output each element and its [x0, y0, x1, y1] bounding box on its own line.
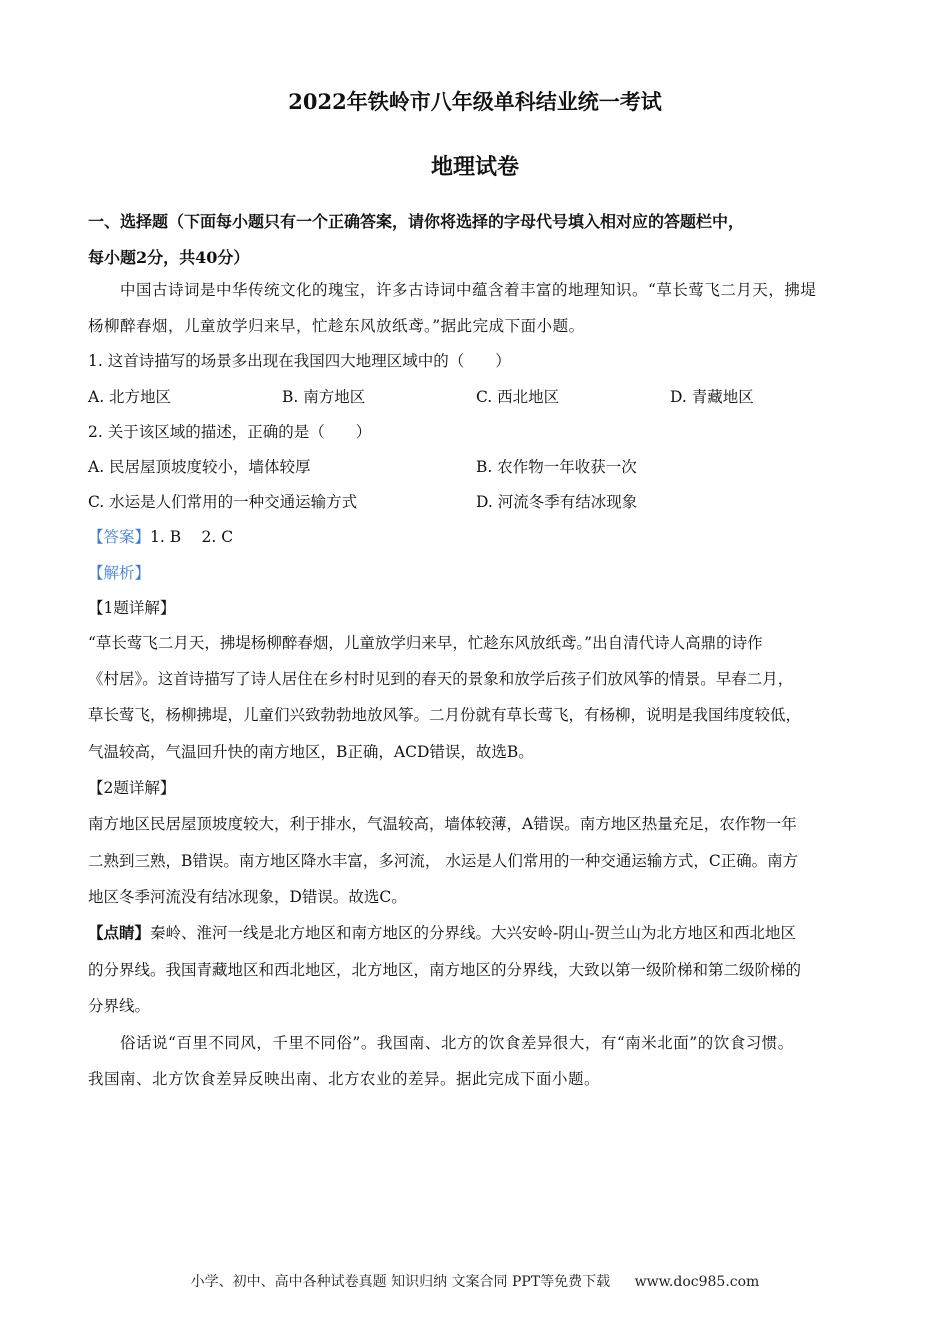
- footer-url[interactable]: www.doc985.com: [634, 1274, 760, 1290]
- intro1-line2: 杨柳醉春烟，儿童放学归来早，忙趁东风放纸鸢。”据此完成下面小题。: [88, 317, 585, 335]
- detail2-line2: 二熟到三熟，B错误。南方地区降水丰富，多河流， 水运是人们常用的一种交通运输方式，C正确。南方: [88, 852, 799, 870]
- detail1-line1: “草长莺飞二月天，拂堤杨柳醉春烟，儿童放学归来早，忙趁东风放纸鸢。”出自清代诗人高鼎的诗作: [88, 634, 763, 652]
- q2-option-d: D. 河流冬季有结冰现象: [476, 493, 638, 511]
- intro2-line1: 俗话说“百里不同风，千里不同俗”。我国南、北方的饮食差异很大，有“南米北面”的饮食习惯。: [120, 1034, 794, 1052]
- tip-line3: 分界线。: [88, 997, 151, 1015]
- q2-option-c: C. 水运是人们常用的一种交通运输方式: [88, 493, 358, 511]
- detail2-line1: 南方地区民居屋顶坡度较大，利于排水，气温较高，墙体较薄，A错误。南方地区热量充足，农作物一年: [88, 815, 797, 833]
- footer-text: 小学、初中、高中各种试卷真题 知识归纳 文案合同 PPT等免费下载: [190, 1274, 611, 1290]
- tip-label: 【点睛】: [88, 923, 151, 942]
- detail1-line2: 《村居》。这首诗描写了诗人居住在乡村时见到的春天的景象和放学后孩子们放风筝的情景。早春二月，: [88, 670, 794, 688]
- detail2-line3: 地区冬季河流没有结冰现象，D错误。故选C。: [88, 888, 407, 906]
- analysis-label: 【解析】: [88, 564, 151, 582]
- section-heading-line1: 一、选择题（下面每小题只有一个正确答案，请你将选择的字母代号填入相对应的答题栏中，: [88, 212, 745, 231]
- detail1-label: 【1题详解】: [88, 599, 176, 617]
- section-heading: [88, 204, 868, 276]
- page-footer: [0, 1271, 950, 1291]
- q1-option-c: C. 西北地区: [476, 388, 560, 406]
- q1-stem: 1. 这首诗描写的场景多出现在我国四大地理区域中的（ ）: [88, 352, 511, 370]
- q2-option-b: B. 农作物一年收获一次: [476, 458, 637, 476]
- answer-text: 1. B 2. C: [150, 528, 234, 546]
- tip-line1: [88, 921, 796, 943]
- tip-text-1: 秦岭、淮河一线是北方地区和南方地区的分界线。大兴安岭-阴山-贺兰山为北方地区和西北地区: [150, 924, 796, 942]
- q1-option-d: D. 青藏地区: [670, 388, 754, 406]
- tip-line2: 的分界线。我国青藏地区和西北地区，北方地区，南方地区的分界线，大致以第一级阶梯和第二级阶梯的: [88, 961, 802, 979]
- intro2-line2: 我国南、北方饮食差异反映出南、北方农业的差异。据此完成下面小题。: [88, 1070, 601, 1088]
- q2-stem: 2. 关于该区域的描述，正确的是（ ）: [88, 423, 372, 441]
- exam-subtitle: 地理试卷: [430, 154, 519, 180]
- exam-title: 2022年铁岭市八年级单科结业统一考试: [288, 89, 662, 114]
- detail1-line4: 气温较高，气温回升快的南方地区，B正确，ACD错误，故选B。: [88, 743, 534, 761]
- detail2-label: 【2题详解】: [88, 779, 176, 797]
- q1-option-a: A. 北方地区: [88, 388, 172, 406]
- q1-option-b: B. 南方地区: [282, 388, 366, 406]
- answer-line: [88, 525, 233, 547]
- q2-option-a: A. 民居屋顶坡度较小，墙体较厚: [88, 458, 311, 476]
- answer-label: 【答案】: [88, 528, 151, 546]
- detail1-line3: 草长莺飞，杨柳拂堤，儿童们兴致勃勃地放风筝。二月份就有草长莺飞，有杨柳，说明是我国纬度较低，: [88, 706, 802, 724]
- intro1-line1: 中国古诗词是中华传统文化的瑰宝，许多古诗词中蕴含着丰富的地理知识。“草长莺飞二月天，拂堤: [120, 281, 817, 299]
- section-heading-line2: 每小题2分，共40分）: [88, 248, 250, 267]
